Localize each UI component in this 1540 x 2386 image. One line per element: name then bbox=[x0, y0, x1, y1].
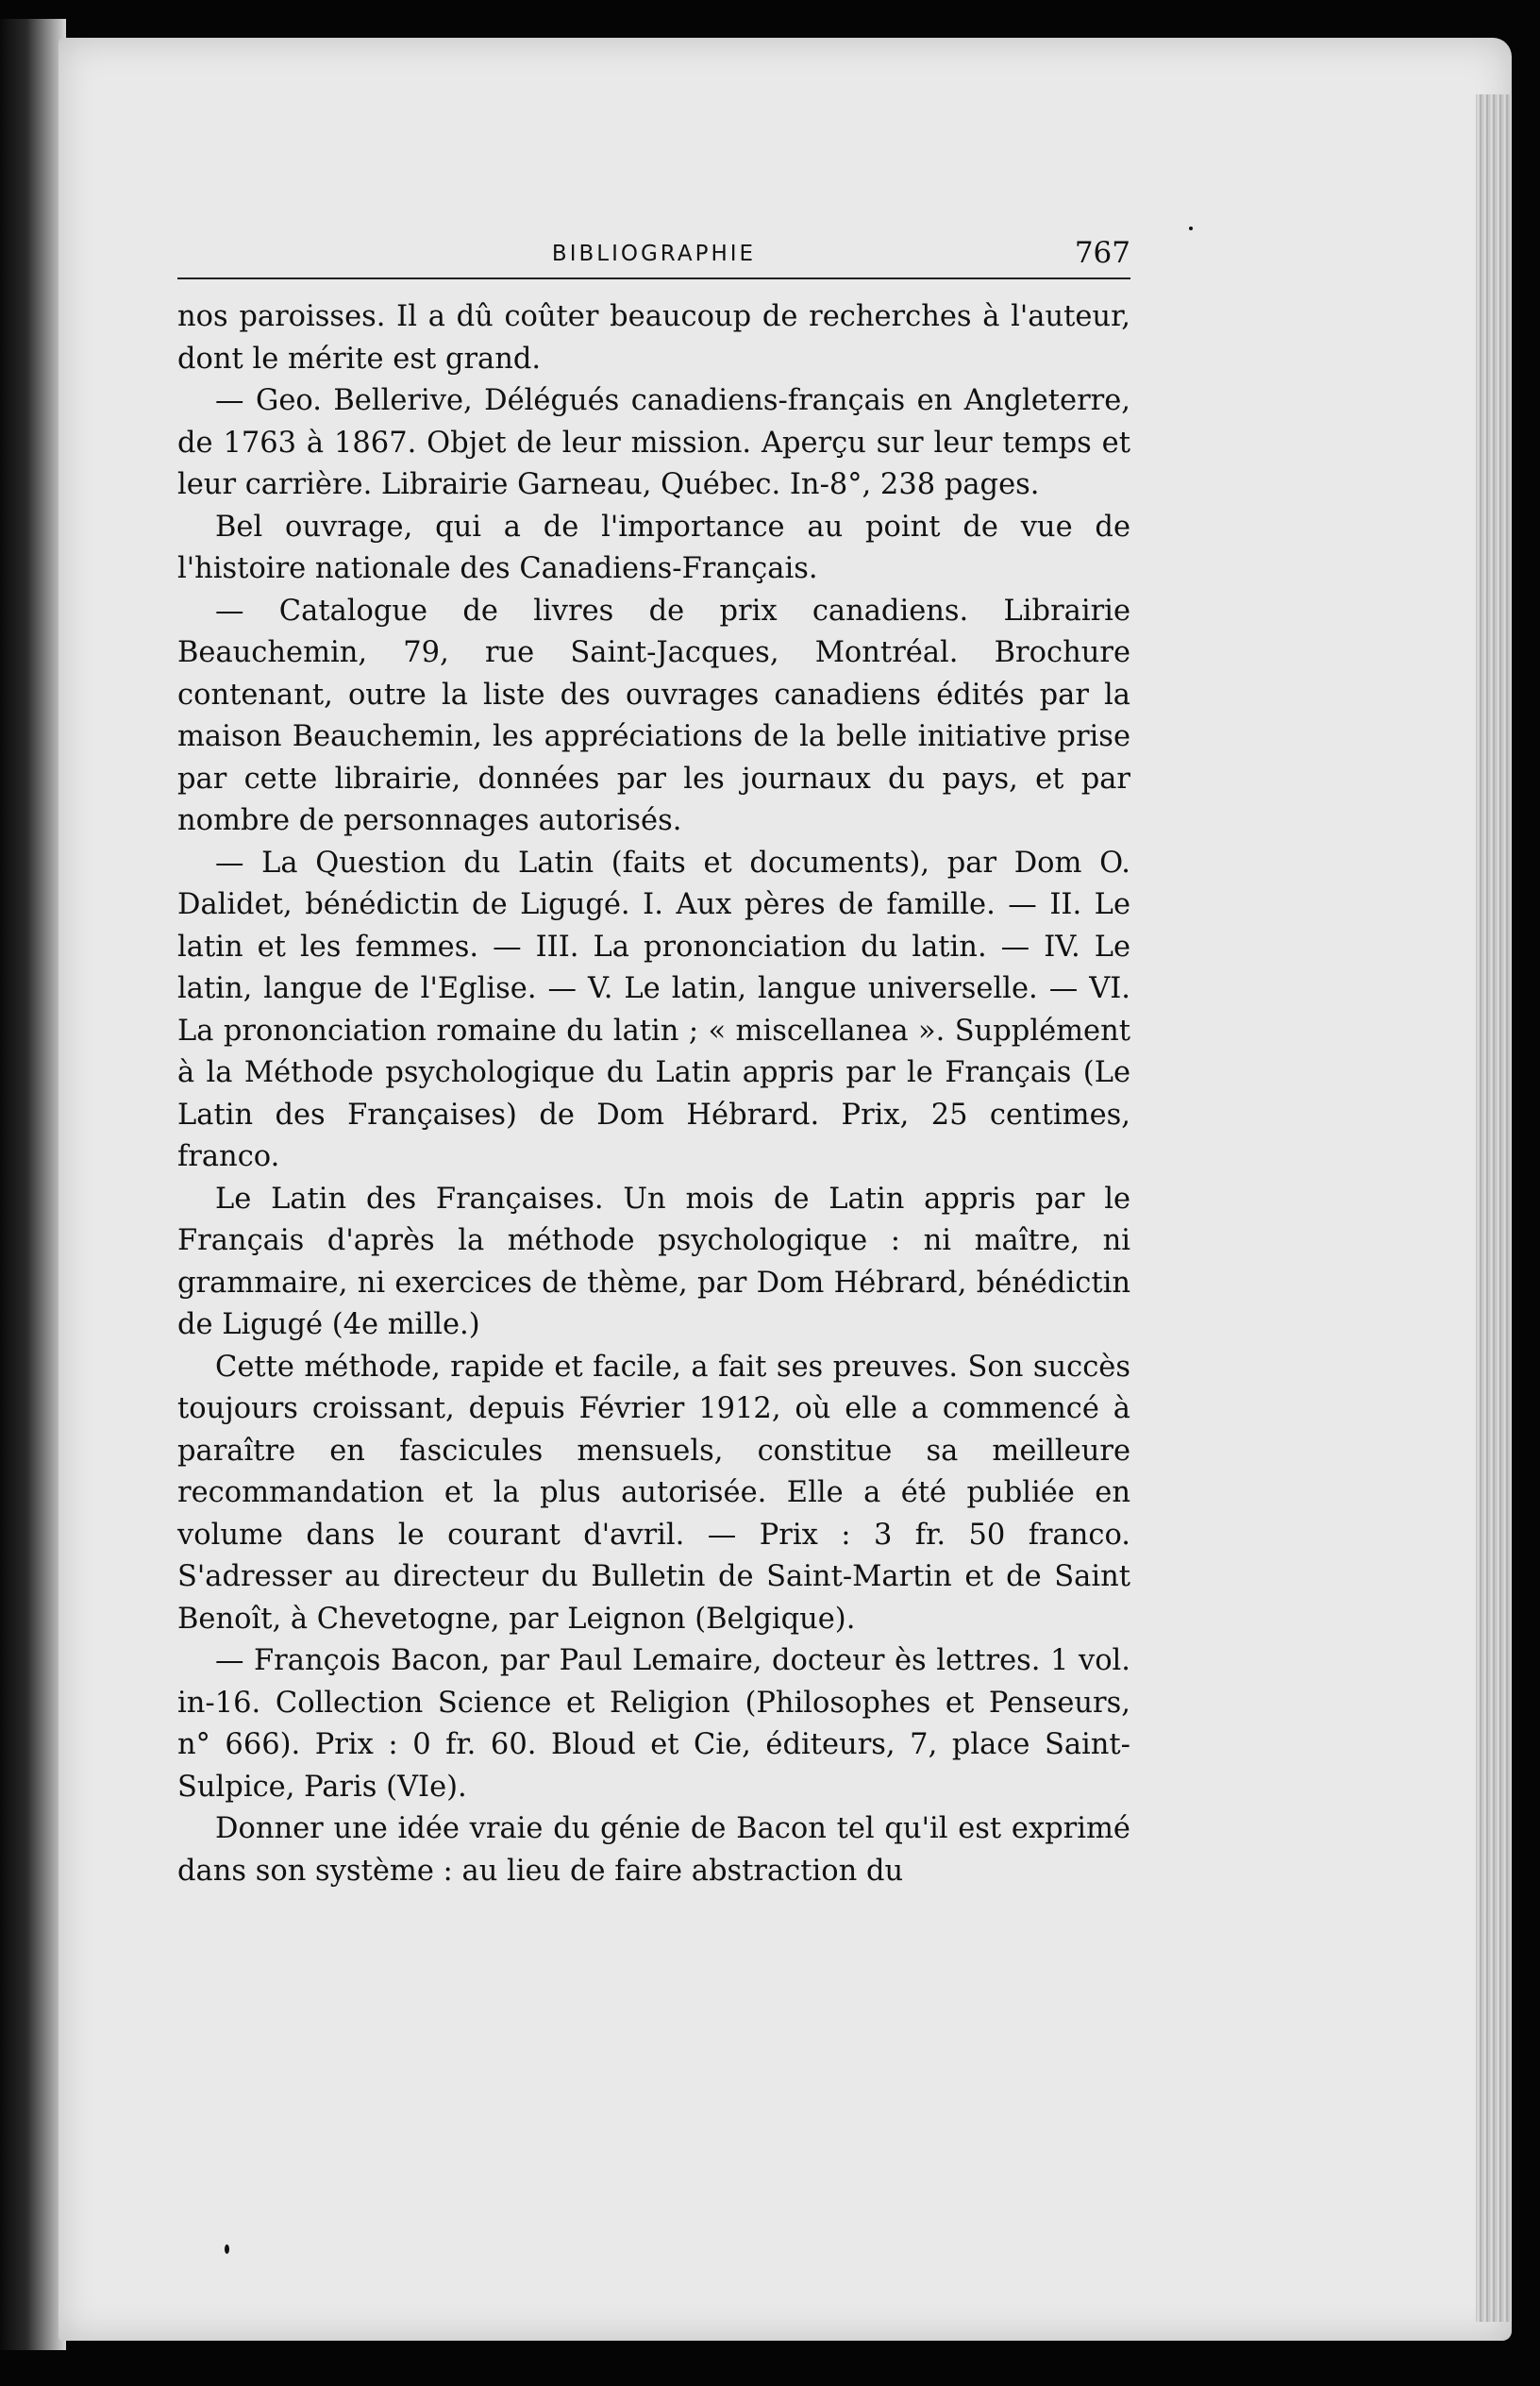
paragraph-4: — Catalogue de livres de prix canadiens. Librairie Beauchemin, 79, rue Saint-Jacques, Montréal. Brochure contenant, outre la liste des ouvrages canadiens édités par la maison Beauchemin, les appréciations de la belle initiative prise par cette librairie, données par les journaux du pays, et par nombre de personnages autorisés. bbox=[177, 594, 1130, 837]
paragraph-9: Donner une idée vraie du génie de Bacon tel qu'il est exprimé dans son système : au lieu de faire abstraction du bbox=[177, 1812, 1130, 1888]
page-stack-edge bbox=[1476, 94, 1512, 2322]
paragraph-7: Cette méthode, rapide et facile, a fait ses preuves. Son succès toujours croissant, depuis Février 1912, où elle a commencé à paraître en fascicules mensuels, constitue sa meilleure recommandation et la plus autorisée. Elle a été publiée en volume dans le courant d'avril. — Prix : 3 fr. 50 franco. S'adresser au directeur du Bulletin de Saint-Martin et de Saint Benoît, à Chevetogne, par Leignon (Belgique). bbox=[177, 1350, 1130, 1636]
book-gutter-shadow bbox=[0, 19, 66, 2350]
paragraph-5: — La Question du Latin (faits et documents), par Dom O. Dalidet, bénédictin de Ligugé. I. Aux pères de famille. — II. Le latin et les femmes. — III. La prononciation du latin. — IV. Le latin, langue de l'Eglise. — V. Le latin, langue universelle. — VI. La prononciation romaine du latin ; « miscellanea ». Supplément à la Méthode psychologique du Latin appris par le Français (Le Latin des Françaises) de Dom Hébrard. Prix, 25 centimes, franco. bbox=[177, 846, 1130, 1173]
paragraph-1: nos paroisses. Il a dû coûter beaucoup de recherches à l'auteur, dont le mérite est grand. bbox=[177, 300, 1130, 376]
paragraph-6: Le Latin des Françaises. Un mois de Latin appris par le Français d'après la méthode psychologique : ni maître, ni grammaire, ni exercices de thème, par Dom Hébrard, bénédictin de Ligugé (4e mille.) bbox=[177, 1182, 1130, 1341]
page-number: 767 bbox=[1074, 236, 1130, 270]
print-speck bbox=[1189, 227, 1193, 230]
print-speck bbox=[225, 2244, 229, 2254]
paragraph-3: Bel ouvrage, qui a de l'importance au point de vue de l'histoire nationale des Canadiens-Français. bbox=[177, 510, 1130, 585]
running-header-title: BIBLIOGRAPHIE bbox=[551, 242, 757, 266]
paragraph-8: — François Bacon, par Paul Lemaire, docteur ès lettres. 1 vol. in-16. Collection Science et Religion (Philosophes et Penseurs, n° 666). Prix : 0 fr. 60. Bloud et Cie, éditeurs, 7, place Saint-Sulpice, Paris (VIe). bbox=[177, 1644, 1130, 1804]
page-text-block bbox=[177, 236, 1130, 1892]
running-header bbox=[177, 236, 1130, 279]
paragraph-2: — Geo. Bellerive, Délégués canadiens-français en Angleterre, de 1763 à 1867. Objet de leur mission. Aperçu sur leur temps et leur carrière. Librairie Garneau, Québec. In-8°, 238 pages. bbox=[177, 384, 1130, 501]
